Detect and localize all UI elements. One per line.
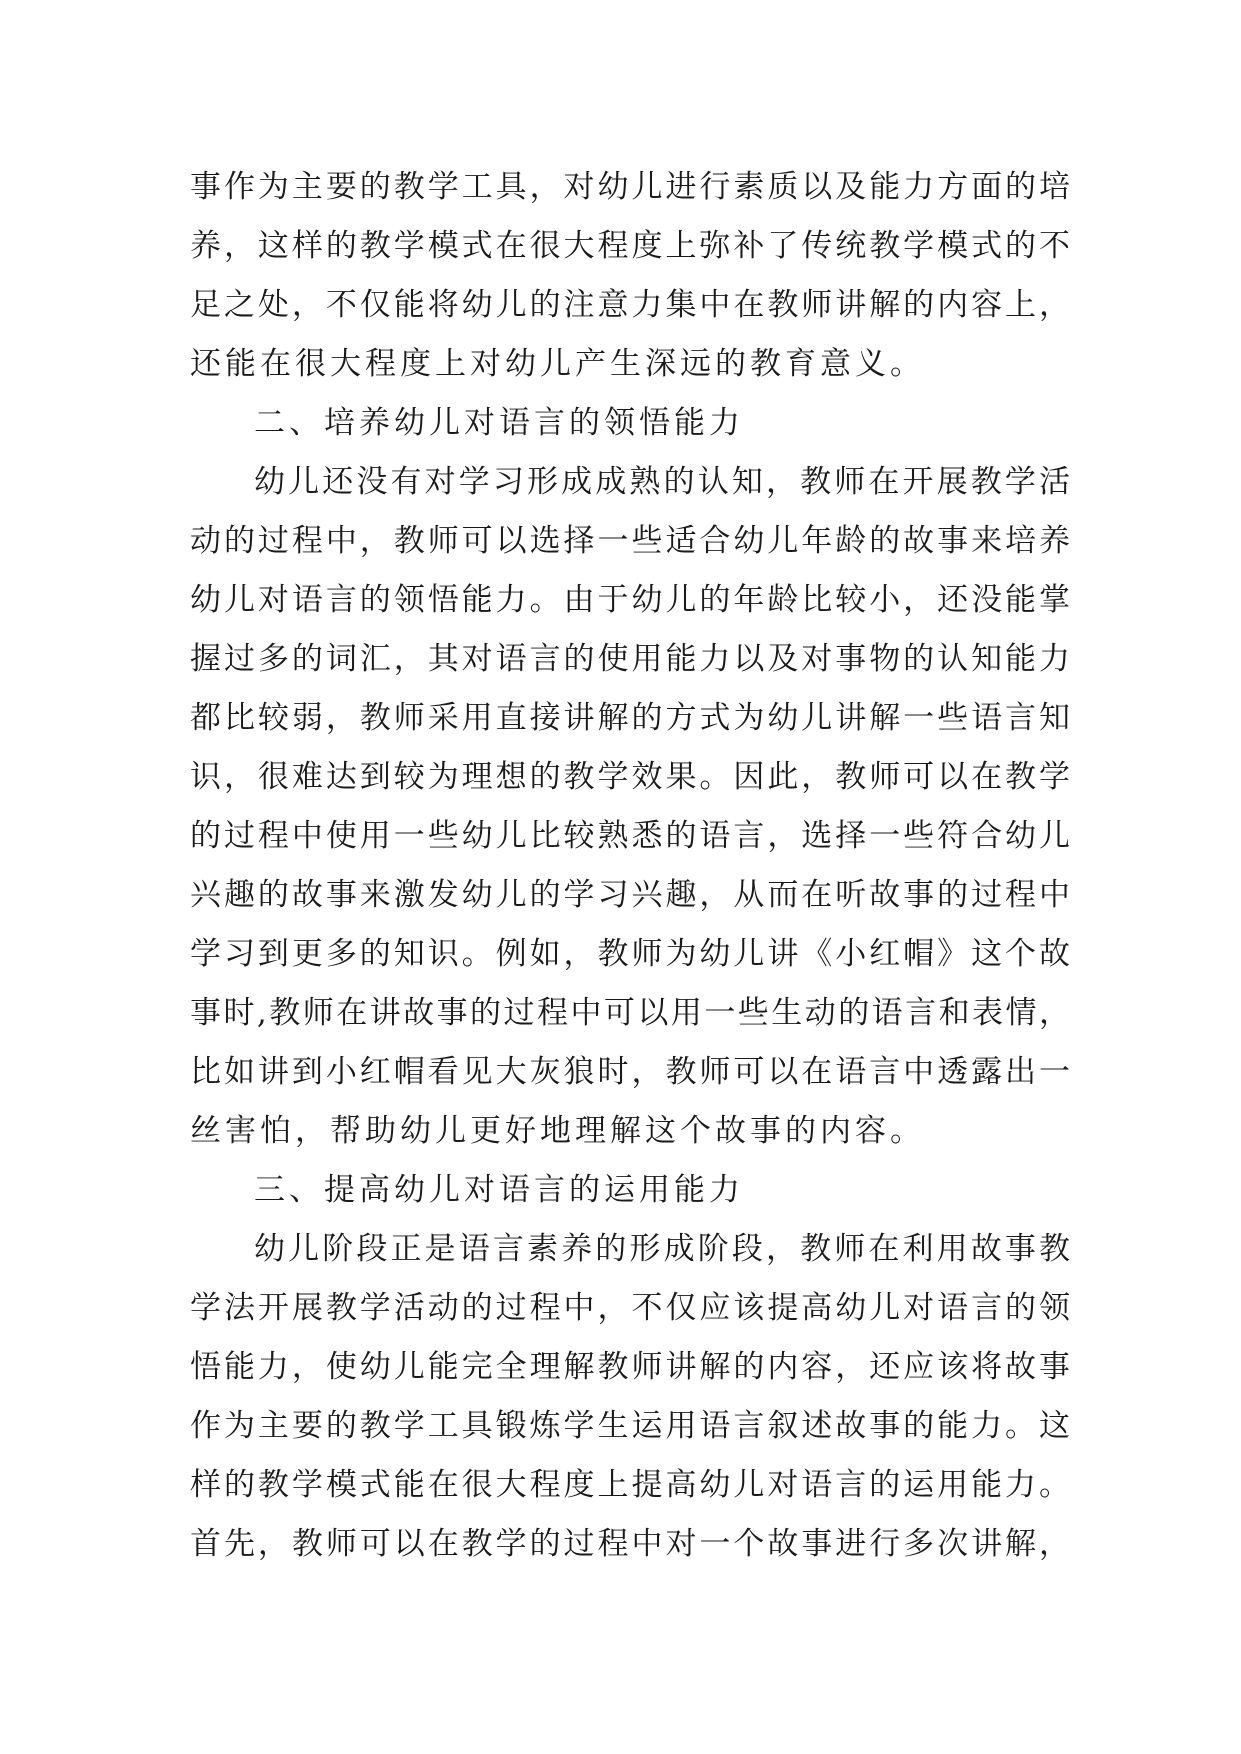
text-line: 养，这样的教学模式在很大程度上弥补了传统教学模式的不 — [190, 228, 1070, 264]
text-line: 握过多的词汇，其对语言的使用能力以及对事物的认知能力 — [190, 641, 1070, 677]
section-heading: 二、培养幼儿对语言的领悟能力 — [254, 405, 744, 441]
text-line: 比如讲到小红帽看见大灰狼时，教师可以在语言中透露出一 — [190, 1054, 1070, 1090]
text-line: 首先，教师可以在教学的过程中对一个故事进行多次讲解， — [190, 1526, 1070, 1562]
body-text — [190, 158, 1070, 1574]
text-line: 学法开展教学活动的过程中，不仅应该提高幼儿对语言的领 — [190, 1290, 1070, 1326]
text-line: 足之处，不仅能将幼儿的注意力集中在教师讲解的内容上， — [190, 287, 1070, 323]
text-line: 丝害怕，帮助幼儿更好地理解这个故事的内容。 — [190, 1113, 925, 1149]
text-line: 作为主要的教学工具锻炼学生运用语言叙述故事的能力。这 — [190, 1408, 1070, 1444]
text-line: 的过程中使用一些幼儿比较熟悉的语言，选择一些符合幼儿 — [190, 818, 1070, 854]
text-line: 幼儿对语言的领悟能力。由于幼儿的年龄比较小，还没能掌 — [190, 582, 1070, 618]
text-line: 都比较弱，教师采用直接讲解的方式为幼儿讲解一些语言知 — [190, 700, 1070, 736]
text-line: 悟能力，使幼儿能完全理解教师讲解的内容，还应该将故事 — [190, 1349, 1070, 1385]
text-line: 还能在很大程度上对幼儿产生深远的教育意义。 — [190, 346, 925, 382]
text-line: 幼儿阶段正是语言素养的形成阶段，教师在利用故事教 — [254, 1231, 1070, 1267]
section-heading: 三、提高幼儿对语言的运用能力 — [254, 1172, 744, 1208]
text-line: 事时,教师在讲故事的过程中可以用一些生动的语言和表情， — [190, 995, 1070, 1031]
text-line: 识，很难达到较为理想的教学效果。因此，教师可以在教学 — [190, 759, 1070, 795]
text-line: 幼儿还没有对学习形成成熟的认知，教师在开展教学活 — [254, 464, 1070, 500]
text-line: 学习到更多的知识。例如，教师为幼儿讲《小红帽》这个故 — [190, 936, 1070, 972]
text-line: 兴趣的故事来激发幼儿的学习兴趣，从而在听故事的过程中 — [190, 877, 1070, 913]
text-line: 动的过程中，教师可以选择一些适合幼儿年龄的故事来培养 — [190, 523, 1070, 559]
text-line: 事作为主要的教学工具，对幼儿进行素质以及能力方面的培 — [190, 169, 1070, 205]
text-line: 样的教学模式能在很大程度上提高幼儿对语言的运用能力。 — [190, 1467, 1070, 1503]
